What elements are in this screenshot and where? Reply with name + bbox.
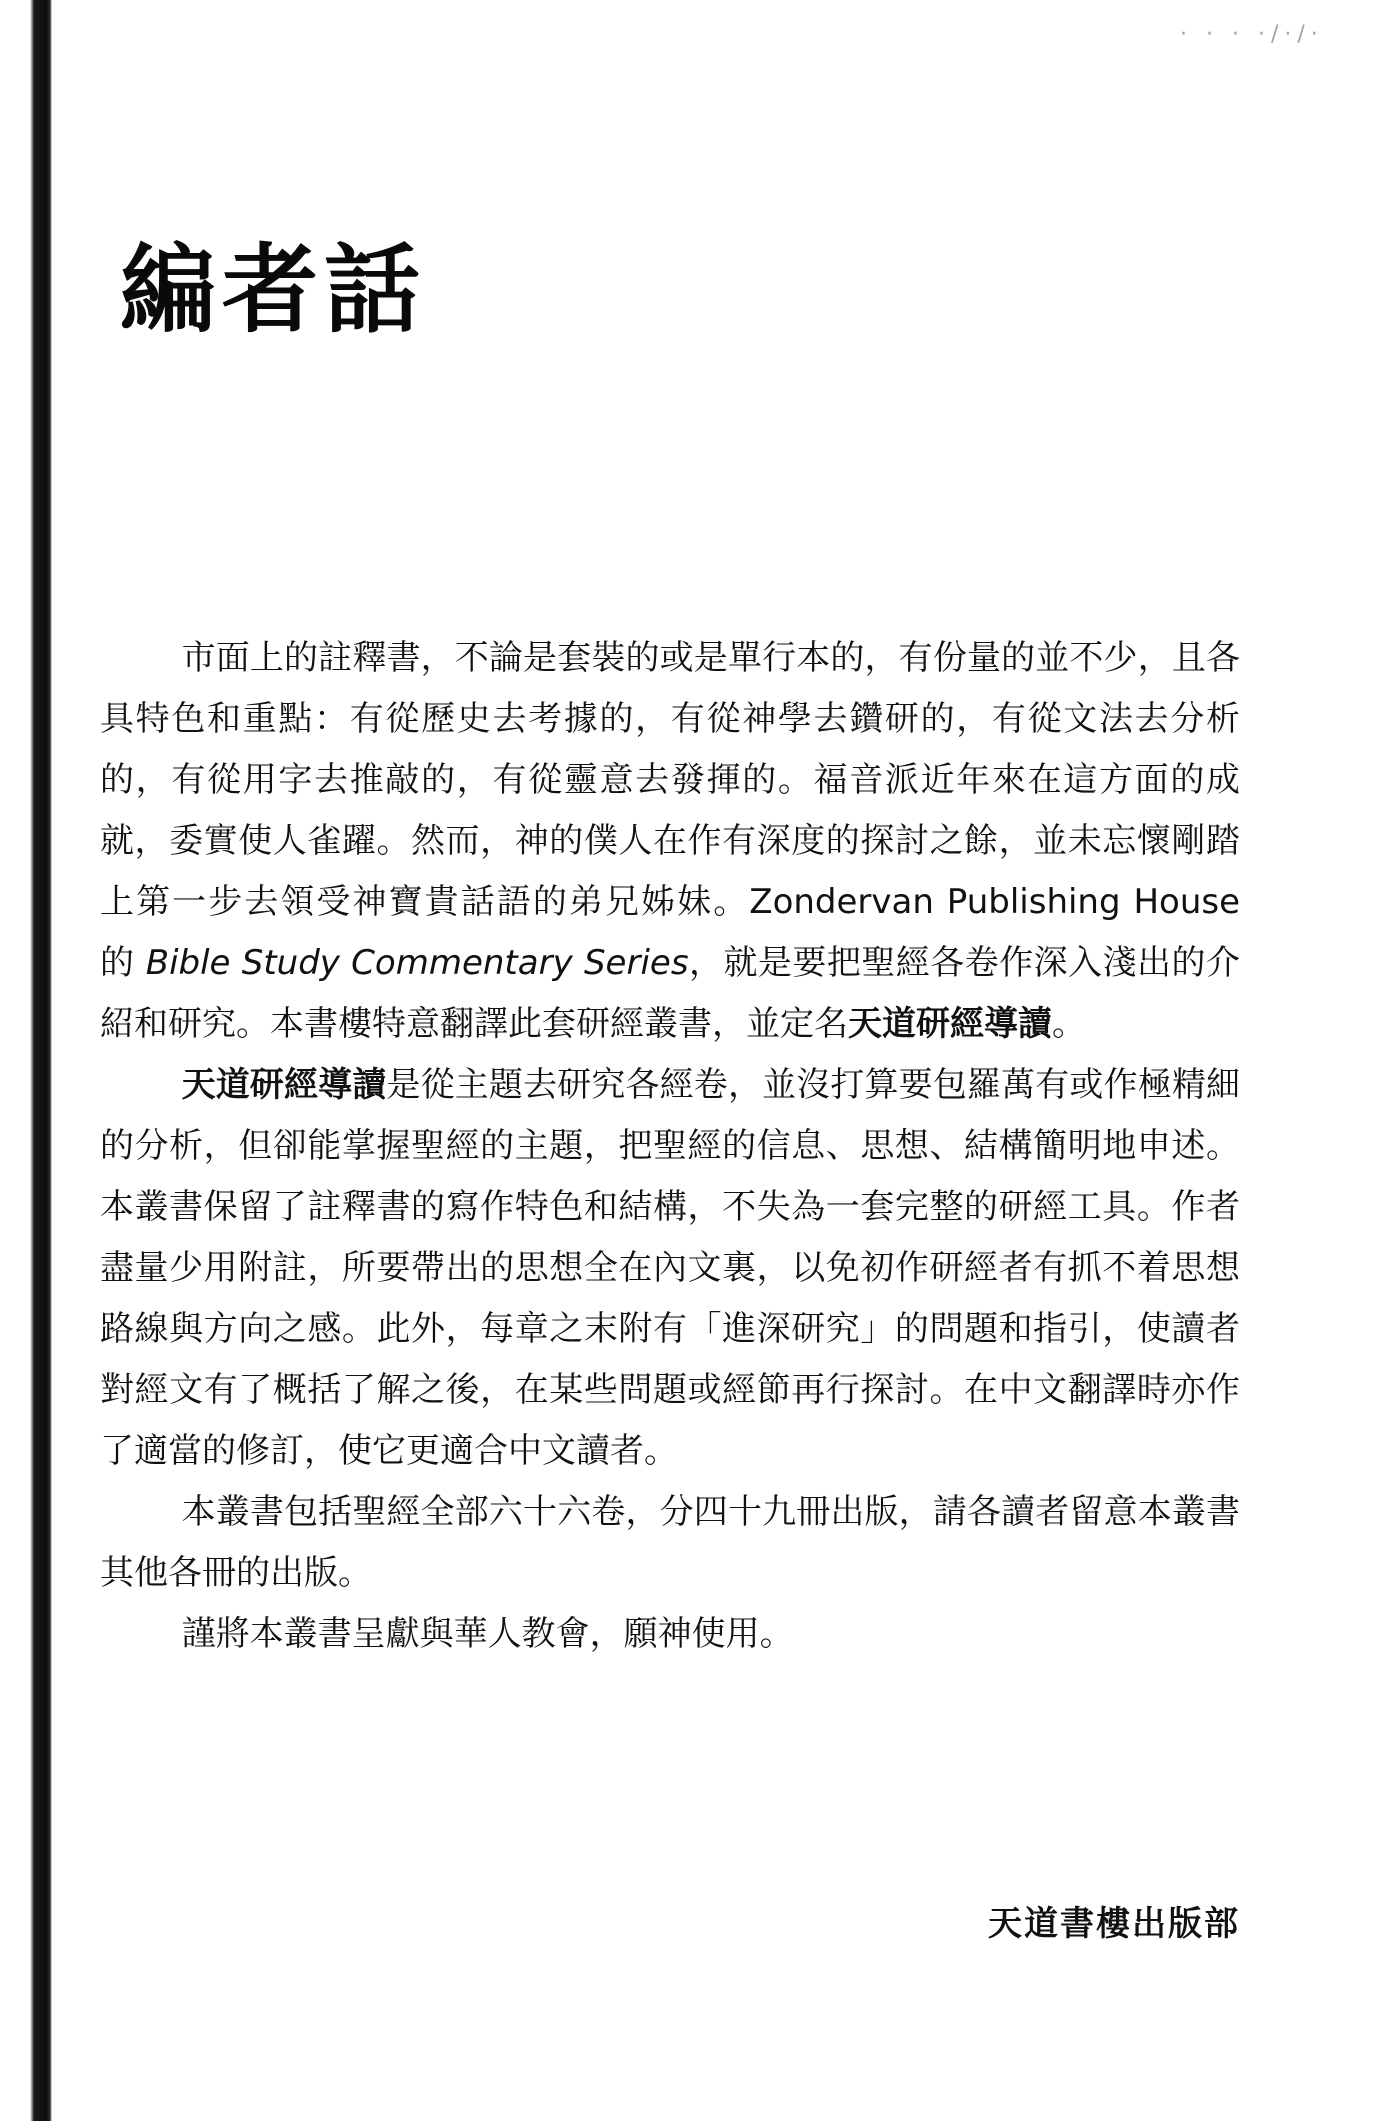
paragraph-4: 謹將本叢書呈獻與華人教會，願神使用。	[181, 1614, 794, 1654]
publisher-signature: 天道書樓出版部	[988, 1904, 1240, 1944]
series-name-bold-2: 天道研經導讀	[181, 1065, 387, 1105]
body-text	[100, 628, 1240, 1665]
scan-binding-edge	[0, 0, 52, 2121]
paragraph-2	[100, 1055, 1240, 1482]
paragraph-1	[100, 628, 1240, 1055]
paragraph-1-text-b: ，就是要把聖經各卷作深入淺出的介紹和研究。本書樓特意翻譯此套研經叢書，並定名	[100, 943, 1240, 1044]
scan-artifact-marks: · · · ·/·/·	[1180, 22, 1324, 47]
paragraph-3: 本叢書包括聖經全部六十六卷，分四十九冊出版，請各讀者留意本叢書其他各冊的出版。	[100, 1492, 1240, 1593]
series-title-english: Bible Study Commentary Series	[145, 943, 689, 983]
paragraph-2-text: 是從主題去研究各經卷，並沒打算要包羅萬有或作極精細的分析，但卻能掌握聖經的主題，把聖經的信息、思想、結構簡明地申述。本叢書保留了註釋書的寫作特色和結構，不失為一套完整的研經工具。作者盡量少用附註，所要帶出的思想全在內文裏，以免初作研經者有抓不着思想路線與方向之感。此外，每章之末附有「進深研究」的問題和指引，使讀者對經文有了概括了解之後，在某些問題或經節再行探討。在中文翻譯時亦作了適當的修訂，使它更適合中文讀者。	[100, 1065, 1241, 1471]
paragraph-1-text-a: 市面上的註釋書，不論是套裝的或是單行本的，有份量的並不少，且各具特色和重點：有從歷史去考據的，有從神學去鑽研的，有從文法去分析的，有從用字去推敲的，有從靈意去發揮的。福音派近年來在這方面的成就，委實使人雀躍。然而，神的僕人在作有深度的探討之餘，並未忘懷剛踏上第一步去領受神寶貴話語的弟兄姊妹。Zondervan Publishing House 的	[100, 638, 1240, 983]
paragraph-1-text-c: 。	[1052, 1004, 1086, 1044]
series-name-bold: 天道研經導讀	[848, 1004, 1052, 1044]
page-title: 編者話	[120, 234, 426, 346]
